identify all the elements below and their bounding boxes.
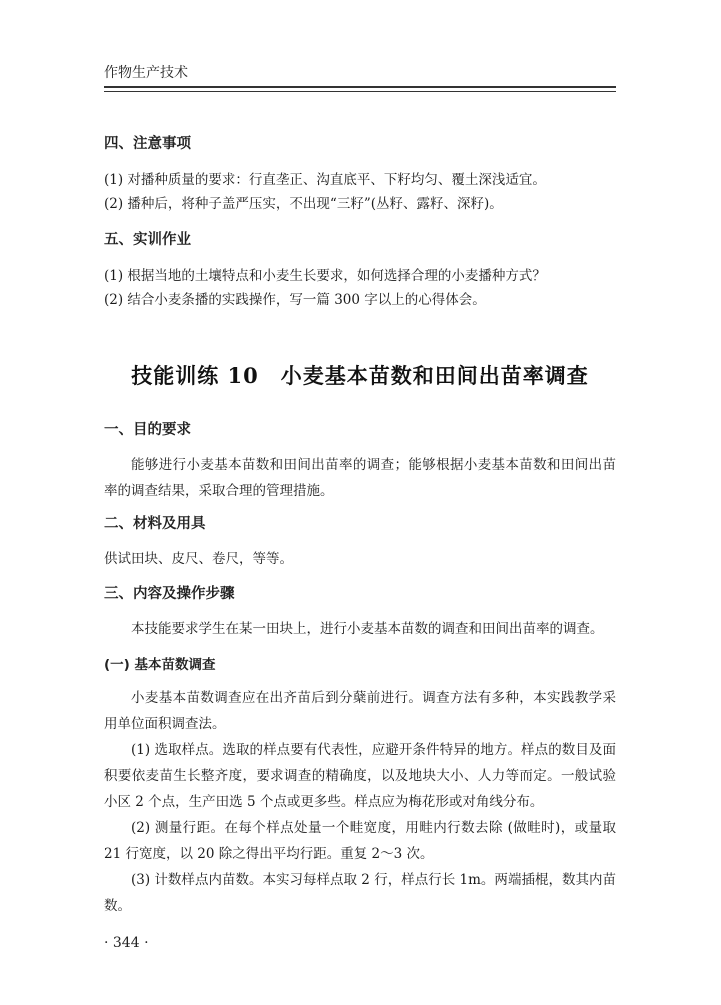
notes-section [104, 134, 616, 216]
notes-heading: 四、注意事项 [104, 136, 191, 152]
materials-section [104, 514, 616, 572]
homework-section [104, 230, 616, 312]
basic-count-step-3: (3) 计数样点内苗数。本实习每样点取 2 行，样点行长 1m。两端插棍，数其内苗数。 [104, 872, 616, 914]
notes-item-1: (1) 对播种质量的要求：行直垄正、沟直底平、下籽均匀、覆土深浅适宜。 [104, 172, 546, 188]
header-rule-thick [104, 86, 616, 88]
homework-item-1: (1) 根据当地的土壤特点和小麦生长要求，如何选择合理的小麦播种方式？ [104, 268, 546, 284]
basic-count-step-2: (2) 测量行距。在每个样点处量一个畦宽度，用畦内行数去除 (做畦时)，或量取 21 行宽度，以 20 除之得出平均行距。重复 2～3 次。 [104, 820, 616, 862]
procedure-text: 本技能要求学生在某一田块上，进行小麦基本苗数的调查和田间出苗率的调查。 [131, 621, 604, 637]
running-header: 作物生产技术 [104, 65, 188, 81]
skill-title: 技能训练 10 小麦基本苗数和田间出苗率调查 [131, 363, 589, 388]
homework-heading: 五、实训作业 [104, 232, 191, 248]
objective-text: 能够进行小麦基本苗数和田间出苗率的调查；能够根据小麦基本苗数和田间出苗率的调查结果，采取合理的管理措施。 [104, 457, 616, 499]
materials-text: 供试田块、皮尺、卷尺，等等。 [104, 551, 293, 567]
basic-count-step-1: (1) 选取样点。选取的样点要有代表性，应避开条件特异的地方。样点的数目及面积要依麦苗生长整齐度，要求调查的精确度，以及地块大小、人力等而定。一般试验小区 2 个点，生产田选 5 个点或更多些。样点应为梅花形或对角线分布。 [104, 742, 616, 810]
page-number: · 344 · [104, 935, 149, 951]
procedure-section [104, 584, 616, 642]
header-rule-thin [104, 91, 616, 92]
objective-heading: 一、目的要求 [104, 422, 191, 438]
basic-count-heading: (一) 基本苗数调查 [104, 657, 216, 673]
materials-heading: 二、材料及用具 [104, 516, 206, 532]
homework-item-2: (2) 结合小麦条播的实践操作，写一篇 300 字以上的心得体会。 [104, 292, 486, 308]
notes-item-2: (2) 播种后，将种子盖严压实，不出现“三籽”(丛籽、露籽、深籽)。 [104, 196, 503, 212]
basic-count-section [104, 655, 616, 919]
procedure-heading: 三、内容及操作步骤 [104, 586, 235, 602]
basic-count-intro: 小麦基本苗数调查应在出齐苗后到分蘖前进行。调查方法有多种，本实践教学采用单位面积调查法。 [104, 690, 616, 732]
objective-section [104, 420, 616, 504]
